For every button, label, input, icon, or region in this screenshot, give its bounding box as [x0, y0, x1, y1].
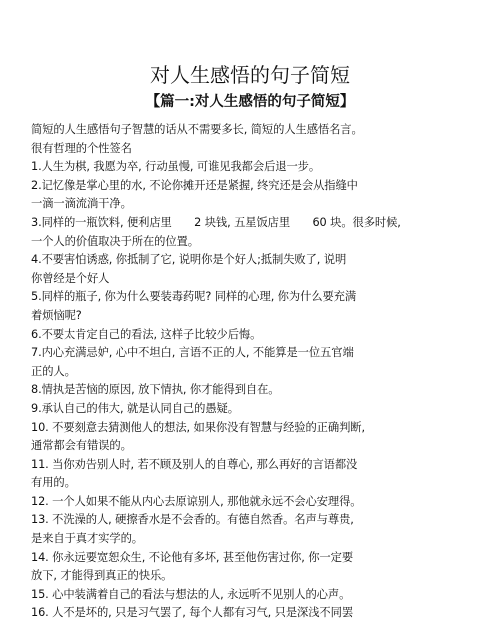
text-line: 11. 当你劝告别人时, 若不顾及别人的自尊心, 那么再好的言语都没: [31, 457, 358, 471]
text-line: 一滴一滴流淌干净。: [31, 197, 132, 211]
text-line: 6.不要太肯定自己的看法, 这样子比较少后悔。: [31, 327, 262, 341]
text-line: 3.同样的一瓶饮料, 便利店里 2 块钱, 五星饭店里 60 块。很多时候,: [31, 215, 401, 229]
text-line: 8.情执是苦恼的原因, 放下情执, 你才能得到自在。: [31, 383, 280, 397]
text-line: 4.不要害怕诱惑, 你抵制了它, 说明你是个好人;抵制失败了, 说明: [31, 253, 347, 267]
text-line: 放下, 才能得到真正的快乐。: [31, 569, 173, 583]
text-line: 有用的。: [31, 476, 76, 490]
text-line: 14. 你永远要宽恕众生, 不论他有多坏, 甚至他伤害过你, 你一定要: [31, 550, 354, 564]
text-line: 通常都会有错误的。: [31, 439, 132, 453]
text-line: 简短的人生感悟句子智慧的话从不需要多长, 简短的人生感悟名言。: [31, 123, 363, 136]
text-line: 2.记忆像是掌心里的水, 不论你摊开还是紧握, 终究还是会从指缝中: [31, 178, 358, 192]
text-line: 10. 不要刻意去猜测他人的想法, 如果你没有智慧与经验的正确判断,: [31, 420, 365, 434]
section-heading: 【篇一:对人生感悟的句子简短】: [145, 94, 355, 110]
document-body: [31, 121, 471, 623]
text-line: 正的人。: [31, 364, 76, 378]
document-title: 对人生感悟的句子简短: [150, 63, 350, 87]
text-line: 着烦恼呢?: [31, 308, 82, 322]
text-line: 7.内心充满忌妒, 心中不坦白, 言语不正的人, 不能算是一位五官端: [31, 346, 354, 360]
text-line: 你曾经是个好人: [31, 271, 110, 285]
text-line: 15. 心中装满着自己的看法与想法的人, 永远听不见别人的心声。: [31, 587, 351, 601]
text-line: 是来自于真才实学的。: [31, 532, 143, 546]
text-line: 12. 一个人如果不能从内心去原谅别人, 那他就永远不会心安理得。: [31, 494, 362, 508]
text-line: 很有哲理的个性签名: [31, 141, 132, 155]
text-line: 一个人的价值取决于所在的位置。: [31, 234, 199, 248]
text-line: 16. 人不是坏的, 只是习气罢了, 每个人都有习气, 只是深浅不同罢: [31, 606, 354, 620]
text-line: 1.人生为棋, 我愿为卒, 行动虽慢, 可谁见我都会后退一步。: [31, 160, 321, 174]
text-line: 13. 不洗澡的人, 硬擦香水是不会香的。有德自然香。名声与尊贵,: [31, 513, 354, 527]
text-line: 9.承认自己的伟大, 就是认同自己的愚疑。: [31, 401, 239, 415]
text-line: 5.同样的瓶子, 你为什么要装毒药呢? 同样的心理, 你为什么要充满: [31, 290, 357, 304]
